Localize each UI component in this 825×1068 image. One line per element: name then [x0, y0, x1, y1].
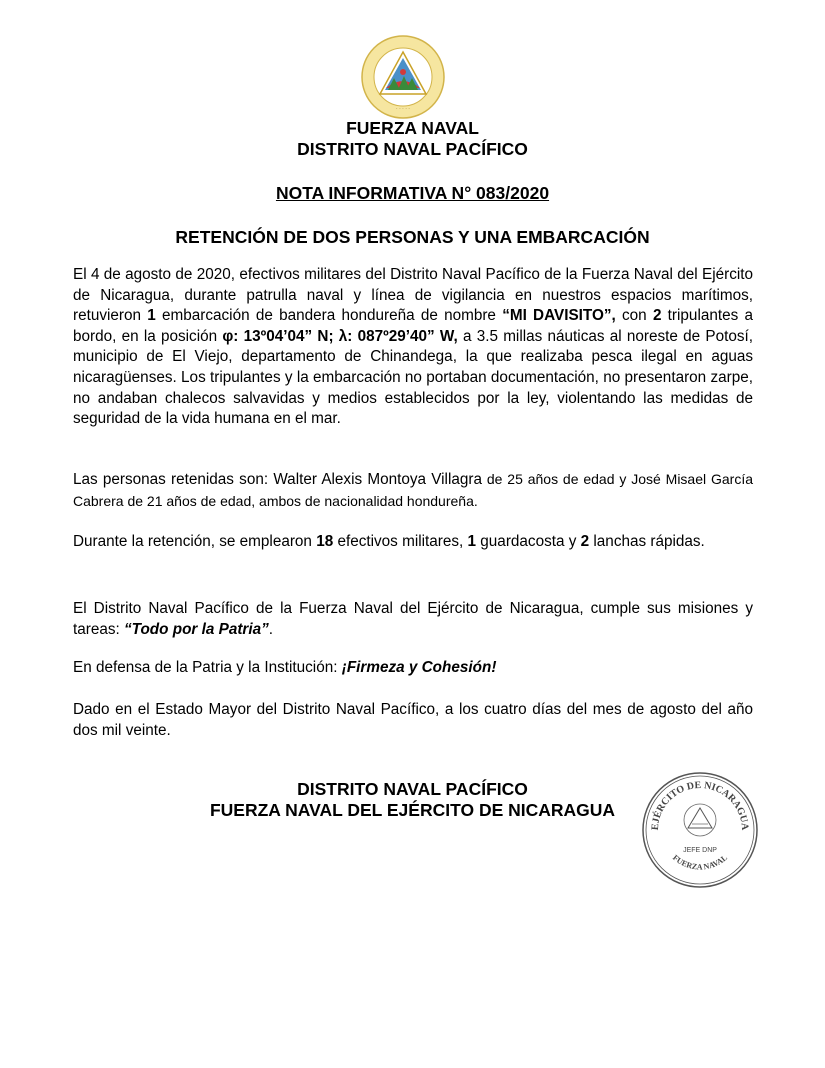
p3-text-2: efectivos militares,	[333, 533, 468, 550]
note-number	[0, 183, 825, 203]
paragraph-detained	[73, 469, 753, 512]
motto-firmeza: ¡Firmeza y Cohesión!	[341, 659, 497, 676]
position-coordinates: φ: 13º04’04” N; λ: 087º29’40” W,	[222, 327, 458, 345]
svg-text:· · · · ·: · · · · ·	[396, 106, 410, 112]
p3-text-3: guardacosta y	[476, 533, 581, 550]
motto-patria: “Todo por la Patria”	[124, 620, 269, 638]
p1-text-5: a 3.5 millas náuticas al noreste de Potosí, municipio de El Viejo, departamento de Chinandega, la que realizaba pesca ilegal en aguas nicaragüenses. Los tripulantes y la embarcación no portaban documentación, no presentaron zarpe, no andaban chalecos salvavidas y medios establecidos por la ley, violentando las medidas de seguridad de la vida humana en el mar.	[73, 327, 753, 428]
svg-text:EJÉRCITO DE NICARAGUA	[650, 780, 750, 831]
stamp-top-text: EJÉRCITO DE NICARAGUA	[649, 779, 751, 831]
official-stamp-icon	[640, 770, 760, 890]
count-coastguard: 1	[467, 533, 477, 550]
p5-text-1: En defensa de la Patria y la Institución:	[73, 659, 342, 676]
stamp-bottom-text: FUERZA NAVAL	[670, 853, 730, 872]
paragraph-mission	[73, 599, 753, 640]
p3-text-1: Durante la retención, se emplearon	[73, 533, 317, 550]
count-personnel: 18	[316, 533, 334, 550]
p1-text-1: El 4 de agosto de 2020, efectivos militares del Distrito Naval Pacífico de la Fuerza Naval del Ejército de Nicaragua, durante patrulla naval y línea de vigilancia en nuestros espacios marítimos, retuvieron	[73, 266, 753, 325]
district-name: DISTRITO NAVAL PACÍFICO	[297, 139, 528, 159]
p6-text-1: Dado en el Estado Mayor del Distrito Naval Pacífico, a los cuatro días del mes de agosto del año dos mil veinte.	[73, 701, 753, 739]
note-title: RETENCIÓN DE DOS PERSONAS Y UNA EMBARCACIÓN	[175, 227, 650, 247]
note-number-text: NOTA INFORMATIVA N° 083/2020	[275, 183, 550, 203]
signature-line-2: FUERZA NAVAL DEL EJÉRCITO DE NICARAGUA	[209, 800, 616, 820]
p3-text-4: lanchas rápidas.	[589, 533, 705, 550]
p4-text-2: .	[268, 620, 274, 638]
p1-text-2: embarcación de bandera hondureña de nombre	[155, 307, 503, 325]
p1-text-3: con	[615, 307, 653, 325]
paragraph-given	[73, 700, 753, 741]
svg-text:FUERZA NAVAL	[671, 853, 729, 871]
paragraph-defense	[73, 658, 753, 679]
p2-text-2: de 25 años de edad y José Misael García Cabrera de 21 años de edad, ambos de nacionalidad hondureña.	[73, 471, 753, 509]
paragraph-incident	[73, 265, 753, 430]
p4-text-1: El Distrito Naval Pacífico de la Fuerza Naval del Ejército de Nicaragua, cumple sus misiones y tareas:	[73, 600, 753, 638]
org-name: FUERZA NAVAL	[346, 118, 479, 138]
p1-count-crew: 2	[652, 307, 662, 325]
stamp-middle-text: JEFE DNP	[683, 847, 717, 854]
paragraph-resources	[73, 532, 753, 553]
boat-name: “MI DAVISITO”,	[502, 307, 616, 325]
nicaragua-coat-of-arms-icon	[360, 34, 446, 120]
signature-line-1: DISTRITO NAVAL PACÍFICO	[297, 779, 528, 799]
p1-count-boats: 1	[147, 307, 156, 325]
p1-text-4: tripulantes a bordo, en la posición	[73, 307, 754, 345]
count-boats-fast: 2	[580, 533, 590, 550]
p2-text-1: Las personas retenidas son: Walter Alexis Montoya Villagra	[73, 471, 482, 488]
